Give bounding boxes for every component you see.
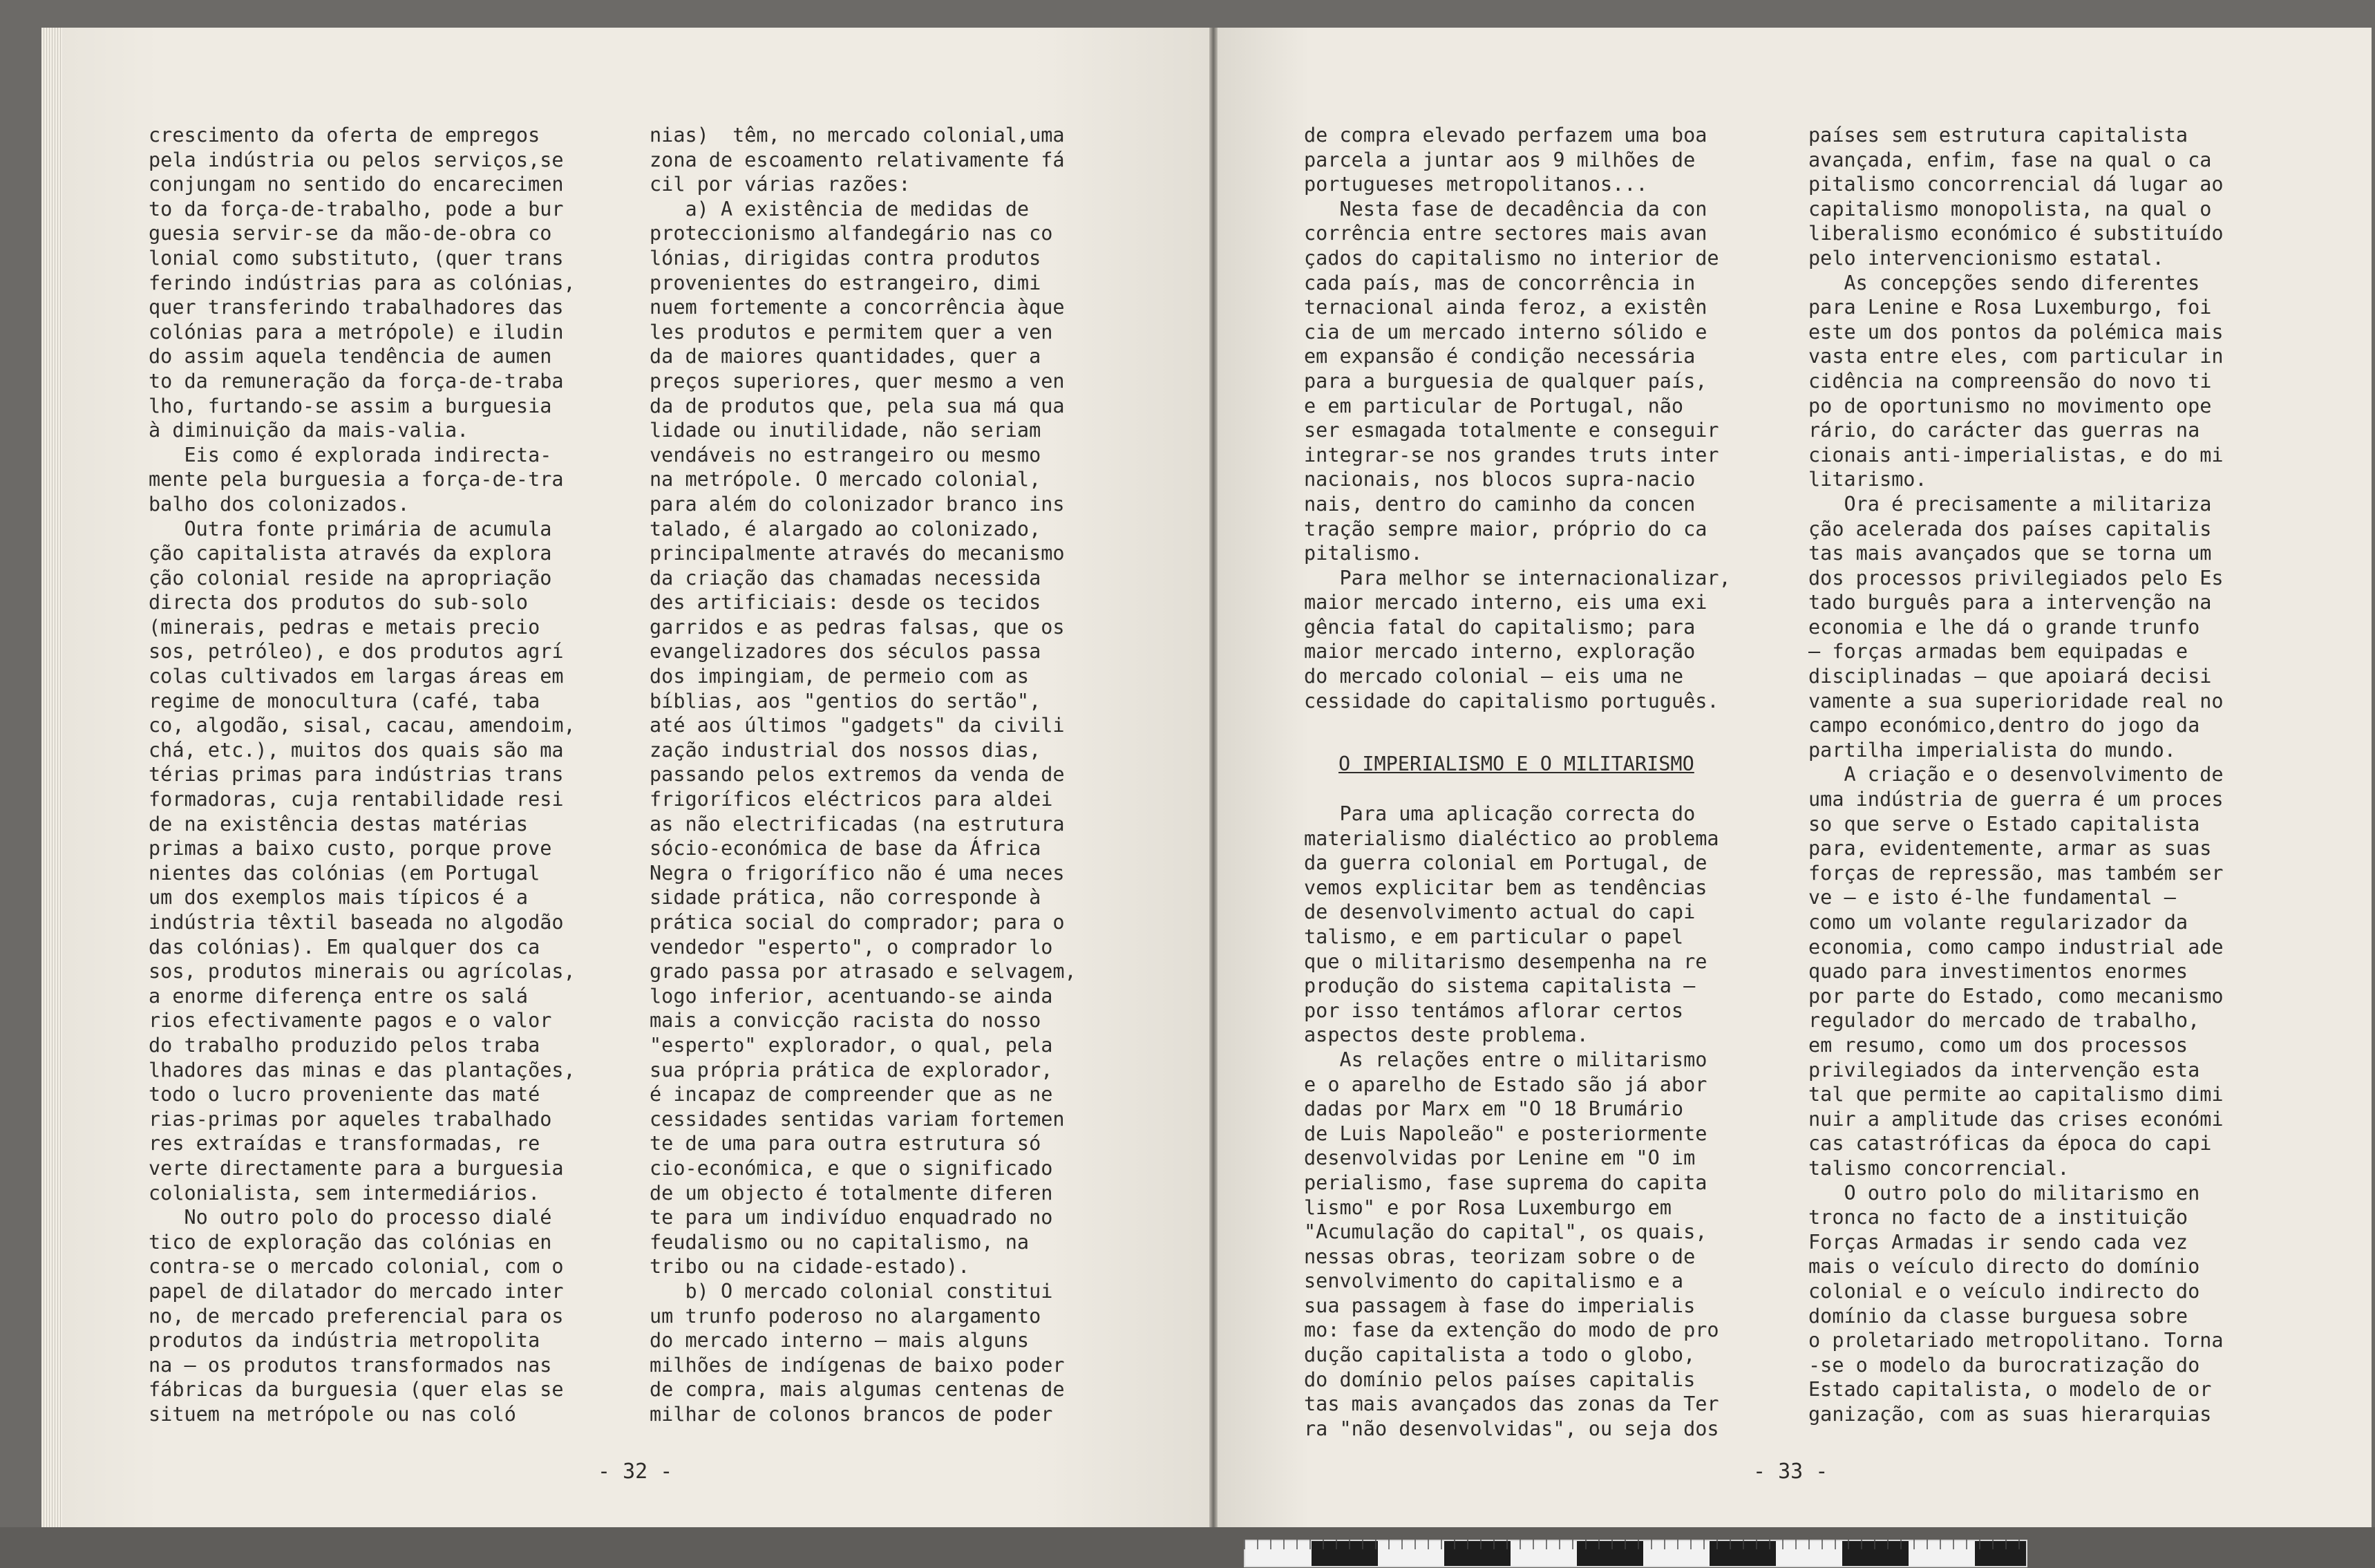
page-32-column-1: crescimento da oferta de empregos pela indústria ou pelos serviços,se conjungam no sentido do encarecimen to da força-de-trabalho, pode a bur guesia servir-se da mão-de-obra co lonial como substituto, (quer trans ferindo indústrias para as colónias, quer transferindo trabalhadores das colónias para a metrópole) e iludin do assim aquela tendência de aumen to da remuneração da força-de-traba lho, furtando-se assim a burguesia à diminuição da mais-valia. Eis como é explorada indirecta- mente pela burguesia a força-de-tra balho dos colonizados. Outra fonte primária de acumula ção capitalista através da explora ção colonial reside na apropriação directa dos produtos do sub-solo (minerais, pedras e metais precio sos, petróleo), e dos produtos agrí colas cultivados em largas áreas em regime de monocultura (café, taba co, algodão, sisal, cacau, amendoim, chá, etc.), muitos dos quais são ma térias primas para indústrias trans formadoras, cuja rentabilidade resi de na existência destas matérias primas a baixo custo, porque prove nientes das colónias (em Portugal um dos exemplos mais típicos é a indústria têxtil baseada no algodão das colónias). Em qualquer dos ca sos, produtos minerais ou agrícolas, a enorme diferença entre os salá rios efectivamente pagos e o valor do trabalho produzido pelos traba lhadores das minas e das plantações, todo o lucro proveniente das maté rias-primas por aqueles trabalhado res extraídas e transformadas, re verte directamente para a burguesia colonialista, sem intermediários. No outro polo do processo dialé tico de exploração das colónias en contra-se o mercado colonial, com o papel de dilatador do mercado inter no, de mercado preferencial para os produtos da indústria metropolita na — os produtos transformados nas fábricas da burguesia (quer elas se situem na metrópole ou nas coló (149, 124, 576, 1426)
page-32 (41, 28, 1209, 1527)
section-heading: O IMPERIALISMO E O MILITARISMO (1338, 753, 1694, 775)
book-gutter (1209, 28, 1218, 1527)
page-33-column-1-continued: Para uma aplicação correcta do materialismo dialéctico ao problema da guerra colonial em Portugal, de vemos explicitar bem as tendências de desenvolvimento actual do capi talismo, e em particular o papel que o militarismo desempenha na re produção do sistema capitalista — por isso tentámos aflorar certos aspectos deste problema. As relações entre o militarismo e o aparelho de Estado são já abor dadas por Marx em "O 18 Brumário de Luis Napoleão" e posteriormente desenvolvidas por Lenine em "O im perialismo, fase suprema do capita lismo" e por Rosa Luxemburgo em "Acumulação do capital", os quais, nessas obras, teorizam sobre o de senvolvimento do capitalismo e a sua passagem à fase do imperialis mo: fase da extenção do modo de pro dução capitalista a todo o globo, do domínio pelos países capitalis tas mais avançados das zonas da Ter ra "não desenvolvidas", ou seja dos (1304, 802, 1719, 1440)
page-33-column-2: países sem estrutura capitalista avançada, enfim, fase na qual o ca pitalismo concorrencial dá lugar ao capitalismo monopolista, na qual o liberalismo económico é substituído pelo intervencionismo estatal. As concepções sendo diferentes para Lenine e Rosa Luxemburgo, foi este um dos pontos da polémica mais vasta entre eles, com particular in cidência na compreensão do novo ti po de oportunismo no movimento ope rário, do carácter das guerras na cionais anti-imperialistas, e do mi litarismo. Ora é precisamente a militariza ção acelerada dos países capitalis tas mais avançados que se torna um dos processos privilegiados pelo Es tado burguês para a intervenção na economia e lhe dá o grande trunfo — forças armadas bem equipadas e disciplinadas — que apoiará decisi vamente a sua superioridade real no campo económico,dentro do jogo da partilha imperialista do mundo. A criação e o desenvolvimento de uma indústria de guerra é um proces so que serve o Estado capitalista para, evidentemente, armar as suas forças de repressão, mas também ser ve — e isto é-lhe fundamental — como um volante regularizador da economia, como campo industrial ade quado para investimentos enormes por parte do Estado, como mecanismo regulador do mercado de trabalho, em resumo, como um dos processos privilegiados da intervenção esta tal que permite ao capitalismo dimi nuir a amplitude das crises económi cas catastróficas da época do capi talismo concorrencial. O outro polo do militarismo en tronca no facto de a instituição Forças Armadas ir sendo cada vez mais o veículo directo do domínio colonial e o veículo indirecto do domínio da classe burguesa sobre o proletariado metropolitano. Torna -se o modelo da burocratização do Estado capitalista, o modelo de or ganização, com as suas hierarquias (1808, 124, 2224, 1426)
page-number-32: - 32 - (598, 1460, 673, 1484)
page-32-column-2: nias) têm, no mercado colonial,uma zona de escoamento relativamente fá cil por várias razões: a) A existência de medidas de proteccionismo alfandegário nas co lónias, dirigidas contra produtos provenientes do estrangeiro, dimi nuem fortemente a concorrência àque les produtos e permitem quer a ven da de maiores quantidades, quer a preços superiores, quer mesmo a ven da de produtos que, pela sua má qua lidade ou inutilidade, não seriam vendáveis no estrangeiro ou mesmo na metrópole. O mercado colonial, para além do colonizador branco ins talado, é alargado ao colonizado, principalmente através do mecanismo da criação das chamadas necessida des artificiais: desde os tecidos garridos e as pedras falsas, que os evangelizadores dos séculos passa dos impingiam, de permeio com as bíblias, aos "gentios do sertão", até aos últimos "gadgets" da civili zação industrial dos nossos dias, passando pelos extremos da venda de frigoríficos eléctricos para aldei as não electrificadas (na estrutura sócio-económica de base da África Negra o frigorífico não é uma neces sidade prática, não corresponde à prática social do comprador; para o vendedor "esperto", o comprador lo grado passa por atrasado e selvagem, logo inferior, acentuando-se ainda mais a convicção racista do nosso "esperto" explorador, o qual, pela sua própria prática de explorador, é incapaz de compreender que as ne cessidades sentidas variam fortemen te de uma para outra estrutura só cio-económica, e que o significado de um objecto é totalmente diferen te para um indivíduo enquadrado no feudalismo ou no capitalismo, na tribo ou na cidade-estado). b) O mercado colonial constitui um trunfo poderoso no alargamento do mercado interno — mais alguns milhões de indígenas de baixo poder de compra, mais algumas centenas de milhar de colonos brancos de poder (650, 124, 1077, 1426)
page-number-33: - 33 - (1753, 1460, 1828, 1484)
scale-ruler-ticks (1244, 1540, 2025, 1549)
page-33-column-1: de compra elevado perfazem uma boa parcela a juntar aos 9 milhões de portugueses metropolitanos... Nesta fase de decadência da con corrência entre sectores mais avan çados do capitalismo no interior de cada país, mas de concorrência in ternacional ainda feroz, a existên cia de um mercado interno sólido e em expansão é condição necessária para a burguesia de qualquer país, e em particular de Portugal, não ser esmagada totalmente e conseguir integrar-se nos grandes truts inter nacionais, nos blocos supra-nacio nais, dentro do caminho da concen tração sempre maior, próprio do ca pitalismo. Para melhor se internacionalizar, maior mercado interno, eis uma exi gência fatal do capitalismo; para maior mercado interno, exploração do mercado colonial — eis uma ne cessidade do capitalismo português. (1304, 124, 1731, 712)
page-33 (1218, 28, 2372, 1527)
book-spread (41, 28, 2372, 1527)
page-edges-stack (41, 28, 62, 1527)
